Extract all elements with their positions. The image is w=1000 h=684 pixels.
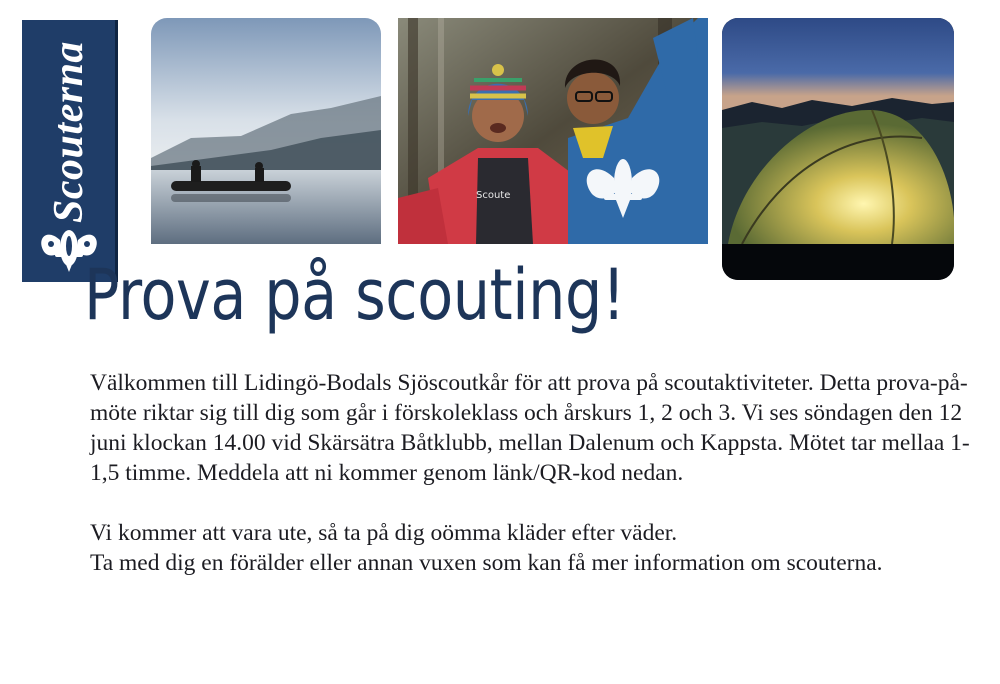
scout-children-photo — [398, 18, 708, 244]
page-title: Prova på scouting! — [84, 254, 626, 336]
shirt-print: Scoute — [476, 190, 511, 201]
clothing-note: Vi kommer att vara ute, så ta på dig oömma kläder efter väder. — [90, 520, 678, 546]
canoe-on-lake-photo — [151, 18, 381, 244]
brand-name: Scouterna — [45, 41, 92, 223]
invitation-paragraph: Välkommen till Lidingö-Bodals Sjöscoutkår för att prova på scoutaktiviteter. Detta prova-på-möte riktar sig till dig som går i förskoleklass och årskurs 1, 2 och 3. Vi ses söndagen den 12 juni klockan 14.00 vid Skärsätra Båtklubb, mellan Dalenum och Kappsta. Mötet tar mellaa 1- 1,5 timme. Meddela att ni kommer genom länk/QR-kod nedan. — [90, 370, 970, 486]
glowing-tent-at-night-photo — [722, 18, 954, 280]
invitation-text — [90, 368, 970, 578]
parent-note: Ta med dig en förälder eller annan vuxen som kan få mer information om scouterna. — [90, 550, 883, 576]
